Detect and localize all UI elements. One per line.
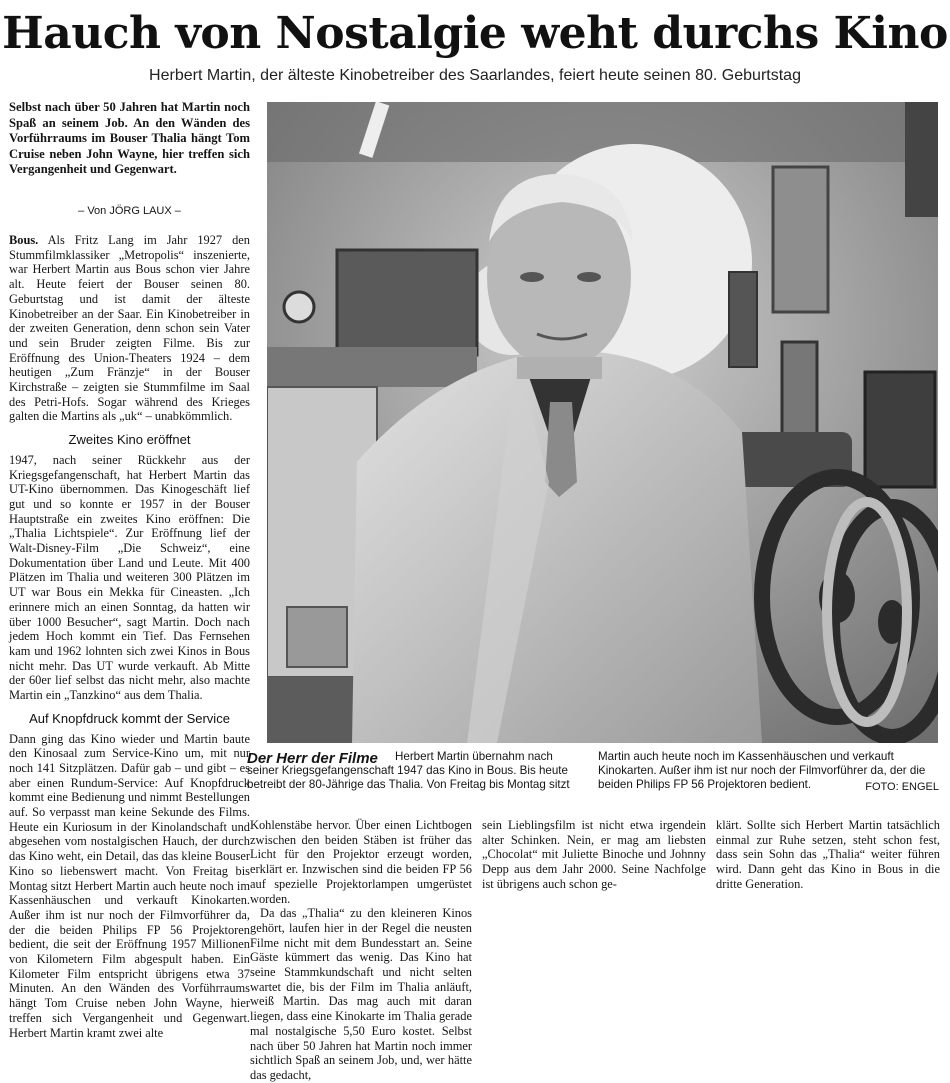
article-column-2 — [250, 818, 472, 1083]
subheadline: Herbert Martin, der älteste Kinobetreiber des Saarlandes, feiert heute seinen 80. Geburtstag — [149, 67, 801, 84]
article-column-1 — [9, 233, 250, 1040]
paragraph-1-text: Als Fritz Lang im Jahr 1927 den Stummfilmklassiker „Metropolis“ inszenierte, war Herbert Martin aus Bous schon vier Jahre alt. Heute feiert der Bouser seinen 80. Geburtstag und ist damit der älteste Kinobetreiber an der Saar. Ein Kinobetreiber in der zweiten Generation, denn schon sein Vater und sein Bruder zeigten Filme. Bis zur Eröffnung des Union-Theaters 1924 – dem heutigen „Zum Fränzje“ in der Bouser Kirchstraße – zeigten sie Stummfilme im Saal des Petri-Hofs. Sogar während des Krieges galten die Martins als „uk“ – unabkömmlich. — [9, 233, 250, 424]
byline: – Von JÖRG LAUX – — [78, 205, 181, 217]
lead-paragraph: Selbst nach über 50 Jahren hat Martin noch Spaß an seinem Job. An den Wänden des Vorführraums im Bouser Thalia hängt Tom Cruise neben John Wayne, hier treffen sich Vergangenheit und Gegenwart. — [9, 100, 250, 177]
caption-text-left: Herbert Martin übernahm nach seiner Kriegsgefangenschaft 1947 das Kino in Bous. Bis heute betreibt der 80-Jährige das Thalia. Von Freitag bis Montag sitzt — [247, 750, 570, 791]
column-2-paragraph-1: Kohlenstäbe hervor. Über einen Lichtbogen zwischen den beiden Stäben ist früher das Licht für den Projektor erzeugt worden, erklärt er. Inzwischen sind die beiden FP 56 auf spezielle Projektorlampen umgerüstet worden. — [250, 818, 472, 906]
dateline: Bous. — [9, 233, 39, 247]
photo-credit: FOTO: ENGEL — [865, 781, 939, 793]
subheading-zweites-kino: Zweites Kino eröffnet — [68, 432, 191, 448]
column-2-paragraph-2: Da das „Thalia“ zu den kleineren Kinos gehört, laufen hier in der Regel die neusten Filme nicht mit dem Bundesstart an. Seine Gäste kümmert das wenig. Das Kino hat seine Stammkundschaft und nicht selten wartet die, bis der Film im Thalia anläuft, weiß Martin. Das mag auch mit daran liegen, dass eine Kinokarte im Thalia gerade mal nostalgische 5,50 Euro kostet. Selbst nach über 50 Jahren hat Martin noch immer sichtlich Spaß an seinem Job, und, wer hätte das gedacht, — [250, 906, 472, 1082]
article-column-3: sein Lieblingsfilm ist nicht etwa irgendein alter Schinken. Nein, er mag am liebsten „Chocolat“ mit Juliette Binoche und Johnny Depp aus dem Jahr 2000. Seine Nachfolge ist übrigens auch schon ge- — [482, 818, 706, 891]
caption-text-right: Martin auch heute noch im Kassenhäuschen und verkauft Kinokarten. Außer ihm ist nur noch der Filmvorführer da, der die beiden Philips FP 56 Projektoren bedient. — [598, 750, 926, 791]
photo-herbert-martin — [267, 102, 938, 743]
headline: Hauch von Nostalgie weht durchs Kino — [2, 8, 948, 59]
caption-title: Der Herr der Filme — [247, 750, 378, 767]
article-paragraph-3: Dann ging das Kino wieder und Martin baute den Kinosaal zum Service-Kino um, mit nur noch 141 Sitzplätzen. Dafür gab – und gibt – es aber einen Rundum-Service: Auf Knopfdruck kommt eine Bedienung und nimmt Bestellungen auf. So verpasst man keine Sekunde des Films. Heute ein Kuriosum in der Kinolandschaft und abgesehen vom nostalgischen Hauch, der durch das Kino weht, ein Detail, das das kleine Bouser Kino so liebenswert macht. Von Freitag bis Montag sitzt Herbert Martin auch heute noch im Kassenhäuschen und verkauft Kinokarten. Außer ihm ist nur noch der Filmvorführer da, der die beiden Philips FP 56 Projektoren bedient, die seit der Eröffnung 1957 Millionen von Kilometern Film abgespult haben. Ein Kilometer Film entspricht übrigens etwa 37 Minuten. An den Wänden des Vorführraums hängt Tom Cruise neben John Wayne, hier treffen sich Vergangenheit und Gegenwart. Herbert Martin kramt zwei alte — [9, 731, 250, 1040]
article-paragraph-2: 1947, nach seiner Rückkehr aus der Kriegsgefangenschaft, hat Herbert Martin das UT-Kino übernommen. Das Kinogeschäft lief gut und so konnte er 1957 in der Bouser Hauptstraße ein zweites Kino eröffnen: Die „Thalia Lichtspiele“. Zur Eröffnung lief der Walt-Disney-Film „Die Schweiz“, eine Dokumentation über Land und Leute. Mit 400 Plätzen im Thalia und weiteren 300 Plätzen im UT war Bous ein Mekka für Cineasten. „Ich erinnere mich an einen Sonntag, da hatten wir über 1000 Besucher“, sagt Martin. Doch nach jedem Hoch kommt ein Tief. Das Fernsehen kam und 1962 lohnten sich zwei Kinos in Bous nicht mehr. Das UT wurde verkauft. Ab Mitte der 60er lief selbst das nicht mehr, also machte Martin ein „Tanzkino“ aus dem Thalia. — [9, 452, 250, 703]
subheading-knopfdruck: Auf Knopfdruck kommt der Service — [29, 710, 230, 726]
photo-illustration — [267, 102, 938, 743]
article-paragraph-1 — [9, 233, 250, 424]
article-column-4: klärt. Sollte sich Herbert Martin tatsächlich einmal zur Ruhe setzen, steht schon fest, dass sein Sohn das „Thalia“ weiter führen wird. Dann geht das Kino in Bous in die dritte Generation. — [716, 818, 940, 891]
